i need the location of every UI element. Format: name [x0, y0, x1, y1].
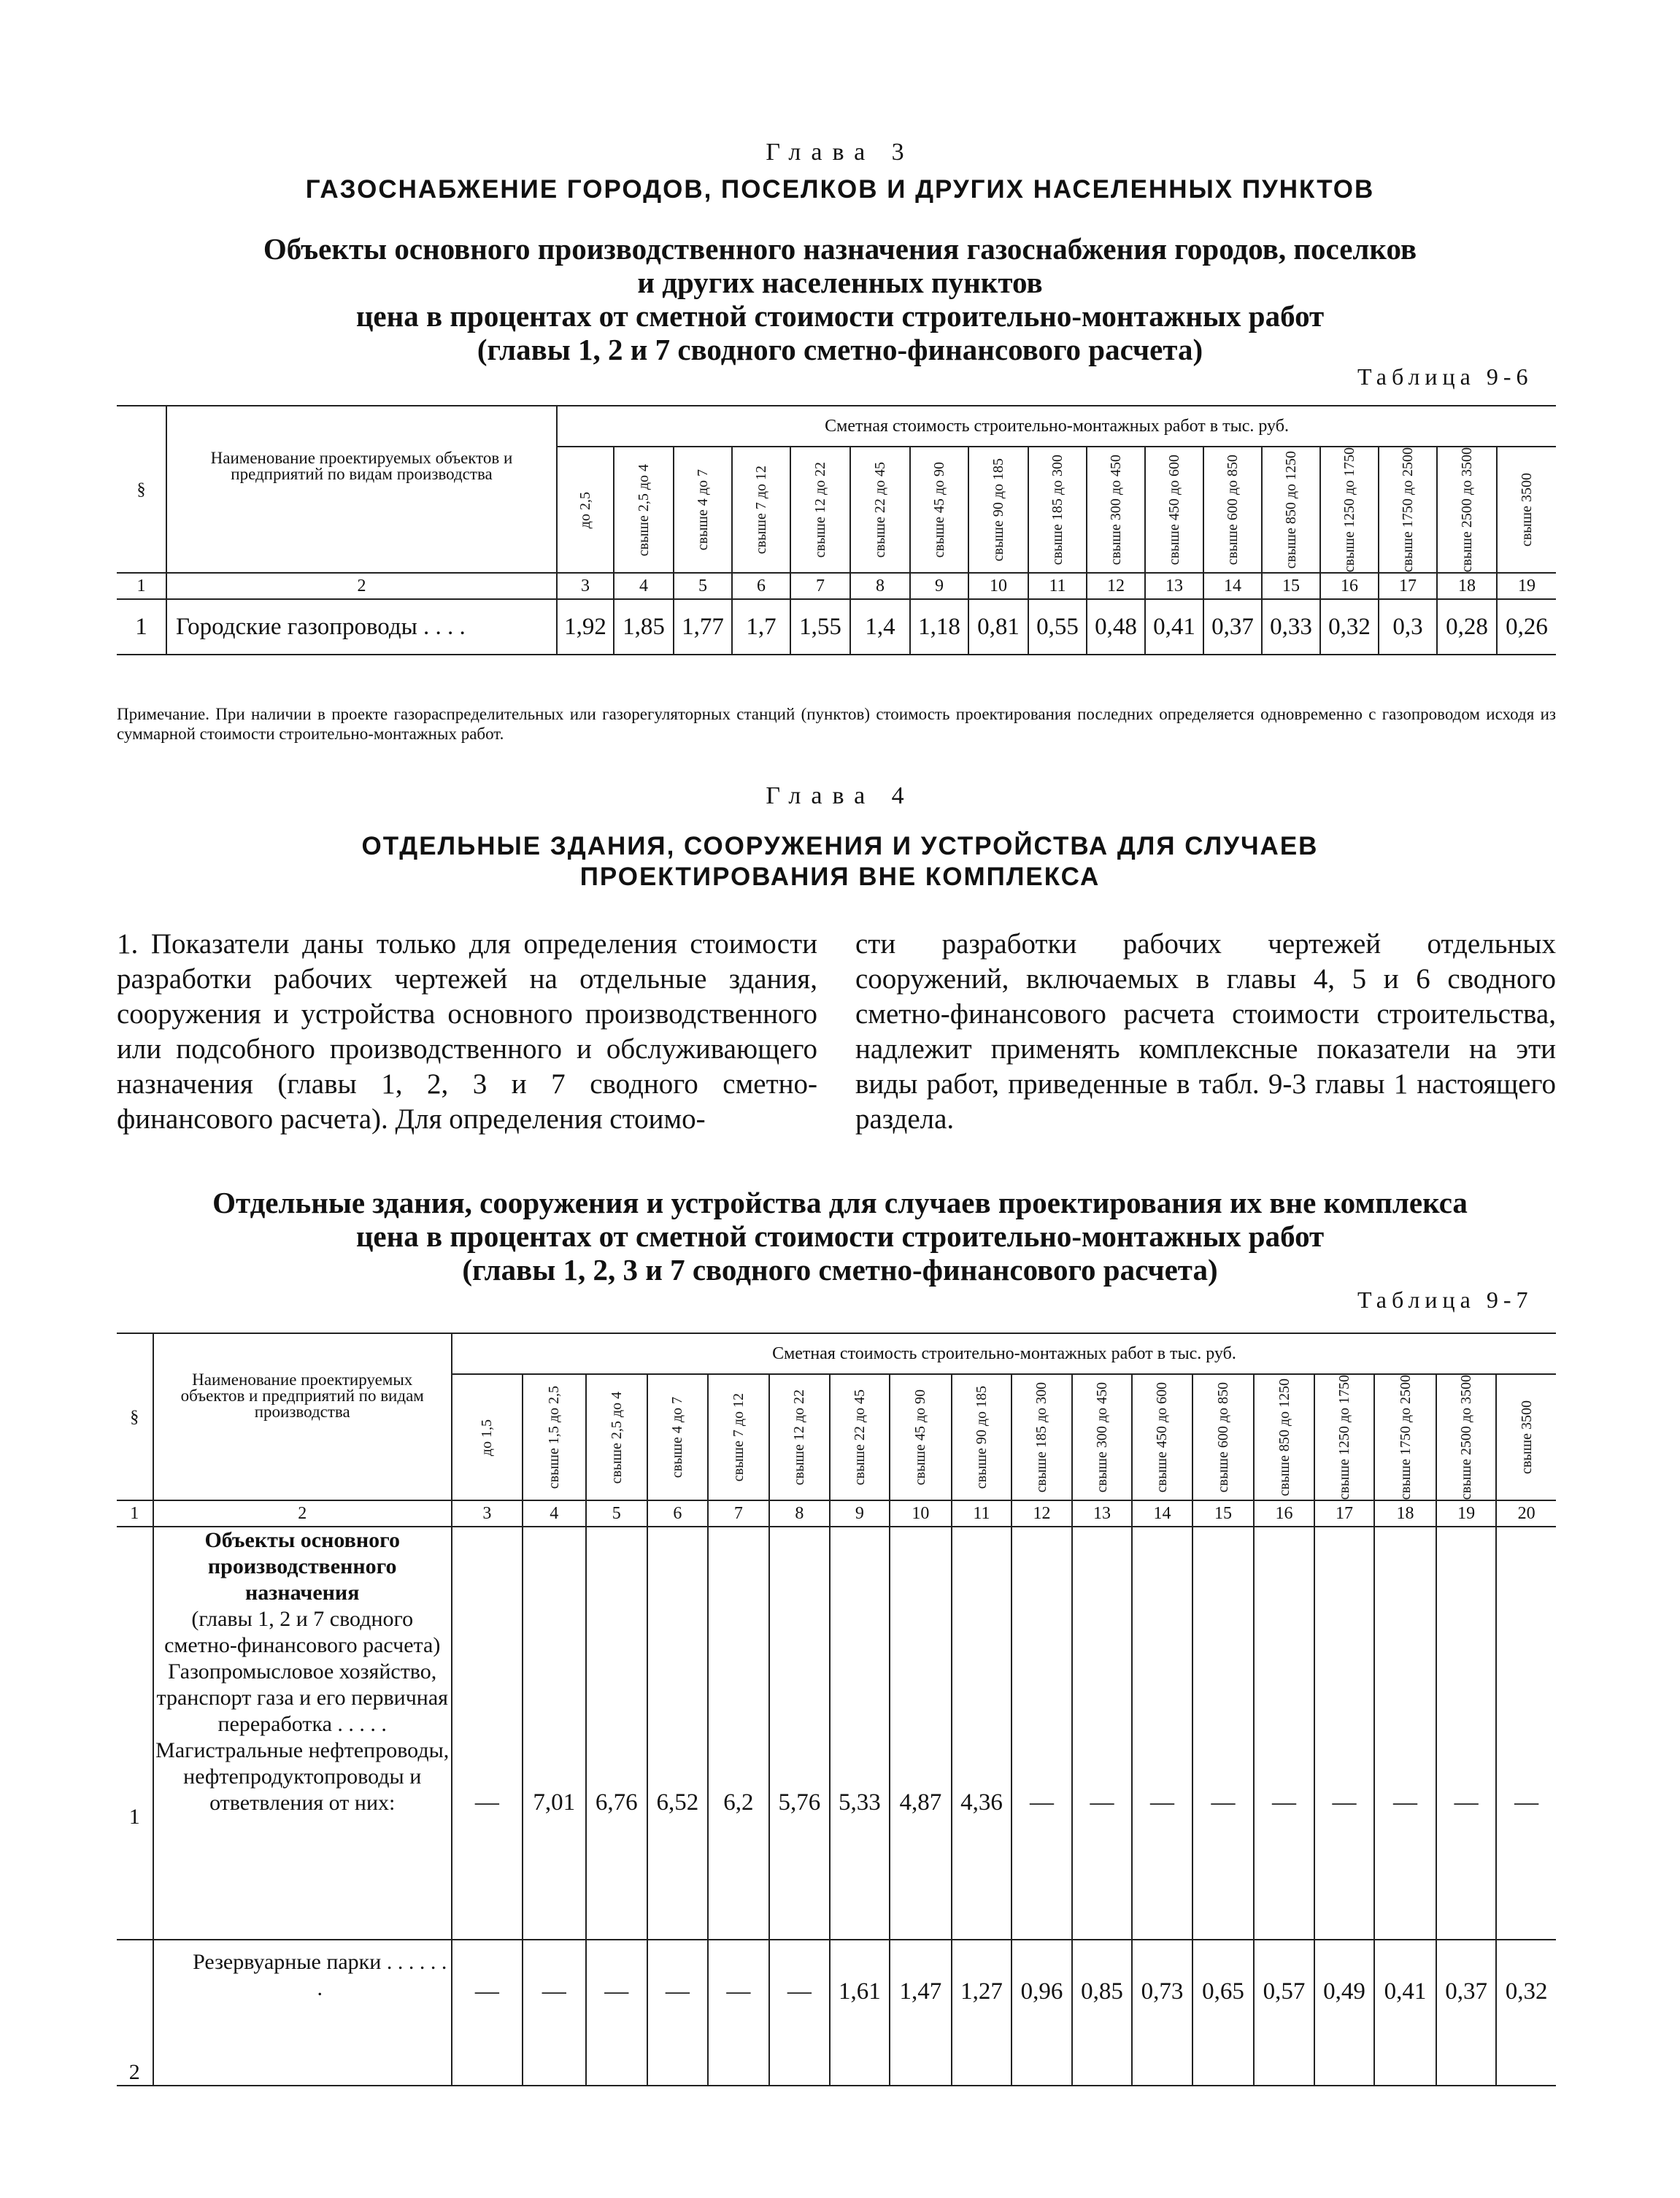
- table97-col-number: 8: [769, 1500, 830, 1527]
- t97-row1-name: Газопромысловое хозяйство, транспорт газа и его первичная переработка . . . . .: [156, 1659, 448, 1737]
- table97-col-header-text: свыше 600 до 850: [1214, 1382, 1231, 1493]
- table97-col-header-text: свыше 1250 до 1750: [1336, 1375, 1352, 1500]
- table97-col-header-text: свыше 1,5 до 2,5: [546, 1386, 563, 1489]
- table96-col-header-text: свыше 3500: [1519, 473, 1535, 547]
- table-9-6: [117, 405, 1556, 655]
- chapter3-label: Глава 3: [766, 139, 914, 166]
- t97-group-header: Сметная стоимость строительно-монтажных работ в тыс. руб.: [452, 1333, 1556, 1374]
- table97-col-number: 14: [1132, 1500, 1192, 1527]
- table96-col-number: 9: [910, 573, 968, 599]
- table97-col-number: 9: [830, 1500, 890, 1527]
- t96-row-value: 1,92: [557, 599, 614, 655]
- t97-row2-value: 0,57: [1254, 1940, 1314, 2086]
- table97-col-header-text: свыше 90 до 185: [973, 1386, 990, 1489]
- t96-row-value: 0,3: [1379, 599, 1437, 655]
- table97-col-header-2: [523, 1374, 586, 1500]
- t97-row2-value: 0,73: [1132, 1940, 1192, 2086]
- table96-title-line2: и других населенных пунктов: [637, 266, 1043, 299]
- table96-col-number: 2: [166, 573, 557, 599]
- t96-row-value: 0,32: [1320, 599, 1379, 655]
- table96-col-number: 7: [790, 573, 850, 599]
- table96-col-header-3: [674, 447, 732, 573]
- table96-col-header-text: свыше 850 до 1250: [1283, 451, 1299, 569]
- table97-col-header-5: [708, 1374, 770, 1500]
- t97-row1-value: 4,87: [890, 1527, 952, 1940]
- t97-row1-value: —: [1072, 1527, 1133, 1940]
- table97-col-header-text: до 1,5: [479, 1419, 496, 1456]
- table97-col-header-text: свыше 45 до 90: [912, 1389, 929, 1486]
- table97-col-number: 15: [1192, 1500, 1255, 1527]
- t96-row-value: 0,81: [968, 599, 1028, 655]
- table96-col-header-text: свыше 600 до 850: [1225, 455, 1241, 566]
- t97-row1-name-cell: [153, 1527, 452, 1940]
- table97-col-header-4: [647, 1374, 708, 1500]
- t97-row2-value: 0,37: [1436, 1940, 1497, 2086]
- t96-sec-header: §: [117, 406, 166, 573]
- table96-col-number: 11: [1028, 573, 1087, 599]
- table96-col-header-text: свыше 300 до 450: [1108, 455, 1124, 566]
- table97-col-header-8: [890, 1374, 952, 1500]
- table97-label: Таблица 9-7: [1357, 1287, 1533, 1313]
- t96-row-value: 0,33: [1262, 599, 1320, 655]
- t97-row2-value: —: [586, 1940, 648, 2086]
- table96-col-number: 5: [674, 573, 732, 599]
- table96-title-line4: (главы 1, 2 и 7 сводного сметно-финансового расчета): [477, 333, 1203, 366]
- table96-col-header-2: [614, 447, 674, 573]
- table97-col-header-7: [830, 1374, 890, 1500]
- table96-col-header-11: [1145, 447, 1203, 573]
- table96-label: Таблица 9-6: [1357, 363, 1533, 390]
- t97-row1-value: 5,33: [830, 1527, 890, 1940]
- table96-col-header-8: [968, 447, 1028, 573]
- table96-col-number: 16: [1320, 573, 1379, 599]
- table97-col-header-3: [586, 1374, 648, 1500]
- t97-row2-value: —: [769, 1940, 830, 2086]
- chapter4-label: Глава 4: [766, 782, 914, 809]
- t97-row2-value: 0,65: [1192, 1940, 1255, 2086]
- t96-row-value: 1,7: [732, 599, 790, 655]
- table97-col-number: 13: [1072, 1500, 1133, 1527]
- table97-title-line3: (главы 1, 2, 3 и 7 сводного сметно-финансового расчета): [462, 1253, 1218, 1287]
- t97-row1-value: —: [1012, 1527, 1072, 1940]
- t96-row-value: 0,37: [1203, 599, 1262, 655]
- table96-col-number: 14: [1203, 573, 1262, 599]
- table97-col-number: 6: [647, 1500, 708, 1527]
- table97-col-number: 16: [1254, 1500, 1314, 1527]
- t96-row-name: Городские газопроводы . . . .: [166, 599, 557, 655]
- t97-row2-value: 1,27: [952, 1940, 1012, 2086]
- table97-col-number: 3: [452, 1500, 523, 1527]
- t97-row1-value: —: [1496, 1527, 1556, 1940]
- t97-row1-value: —: [1192, 1527, 1255, 1940]
- table97-col-header-text: свыше 850 до 1250: [1276, 1378, 1292, 1497]
- t97-row1-value: 6,2: [708, 1527, 770, 1940]
- table96-col-header-15: [1379, 447, 1437, 573]
- table96-col-header-16: [1437, 447, 1497, 573]
- table97-col-header-13: [1192, 1374, 1255, 1500]
- table97-col-header-text: свыше 4 до 7: [669, 1397, 686, 1478]
- table97-col-header-text: свыше 1750 до 2500: [1397, 1375, 1414, 1500]
- t97-row2-value: 0,96: [1012, 1940, 1072, 2086]
- table97-col-header-15: [1314, 1374, 1375, 1500]
- table96-col-number: 15: [1262, 573, 1320, 599]
- t97-row1-value: —: [1254, 1527, 1314, 1940]
- table96-note: Примечание. При наличии в проекте газораспределительных или газорегуляторных станций (пунктов) стоимость проектирования последних определяется одновременно с газопроводом исходя из суммарной стоимости строительно-монтажных работ.: [117, 705, 1556, 743]
- t96-name-header: Наименование проектируемых объектов и предприятий по видам производства: [166, 406, 557, 573]
- table96-col-number: 13: [1145, 573, 1203, 599]
- table97-col-number: 4: [523, 1500, 586, 1527]
- t96-row-sec: 1: [117, 599, 166, 655]
- table97-col-number: 7: [708, 1500, 770, 1527]
- t96-row-value: 0,55: [1028, 599, 1087, 655]
- t97-row1-value: 4,36: [952, 1527, 1012, 1940]
- table97-col-number: 10: [890, 1500, 952, 1527]
- table97-col-number: 11: [952, 1500, 1012, 1527]
- t97-name-header: Наименование проектируемых объектов и предприятий по видам производства: [153, 1333, 452, 1500]
- t97-group-sub: (главы 1, 2 и 7 сводного сметно-финансового расчета): [164, 1607, 441, 1658]
- t97-row2-value: —: [647, 1940, 708, 2086]
- table96-col-number: 19: [1497, 573, 1556, 599]
- t97-row2-value: 1,47: [890, 1940, 952, 2086]
- table96-col-header-5: [790, 447, 850, 573]
- table96-col-header-text: свыше 22 до 45: [872, 462, 888, 558]
- table96-col-header-14: [1320, 447, 1379, 573]
- t97-row1-sec: 1: [117, 1527, 153, 1940]
- t97-row2-value: —: [523, 1940, 586, 2086]
- table96-col-header-12: [1203, 447, 1262, 573]
- table96-col-header-text: до 2,5: [577, 491, 593, 528]
- table96-title: [0, 232, 1680, 366]
- table96-col-number: 4: [614, 573, 674, 599]
- table96-col-number: 1: [117, 573, 166, 599]
- table96-col-header-text: свыше 450 до 600: [1166, 455, 1182, 566]
- table96-col-header-13: [1262, 447, 1320, 573]
- table96-col-header-text: свыше 45 до 90: [931, 462, 947, 558]
- table96-col-header-1: [557, 447, 614, 573]
- chapter4-title-line2: ПРОЕКТИРОВАНИЯ ВНЕ КОМПЛЕКСА: [579, 863, 1101, 891]
- t97-row2-value: 0,41: [1374, 1940, 1436, 2086]
- t96-row-value: 1,77: [674, 599, 732, 655]
- paragraph-right: сти разработки рабочих чертежей отдельных сооружений, включаемых в главы 4, 5 и 6 сводного сметно-финансового расчета стоимости строительства, надлежит применять комплексные показатели на эти виды работ, приведенные в табл. 9-3 главы 1 настоящего раздела.: [855, 928, 1556, 1135]
- table96-col-header-text: свыше 4 до 7: [695, 469, 711, 551]
- table97-col-header-text: свыше 450 до 600: [1154, 1382, 1171, 1493]
- t96-row-value: 0,41: [1145, 599, 1203, 655]
- table97-col-header-17: [1436, 1374, 1497, 1500]
- table97-title-line2: цена в процентах от сметной стоимости строительно-монтажных работ: [355, 1219, 1325, 1253]
- table97-col-number: 1: [117, 1500, 153, 1527]
- t97-row2-value: 0,49: [1314, 1940, 1375, 2086]
- table96-col-header-text: свыше 2500 до 3500: [1459, 447, 1475, 573]
- t97-row2-parent: Магистральные нефтепроводы, нефтепродуктопроводы и ответвления от них:: [155, 1738, 450, 1816]
- table97-col-header-1: [452, 1374, 523, 1500]
- table96-col-header-10: [1087, 447, 1145, 573]
- table96-col-header-text: свыше 90 до 185: [990, 458, 1006, 562]
- table96-col-number: 18: [1437, 573, 1497, 599]
- table96-col-header-4: [732, 447, 790, 573]
- table96-col-number: 3: [557, 573, 614, 599]
- table97-col-header-10: [1012, 1374, 1072, 1500]
- table96-col-header-text: свыше 1250 до 1750: [1341, 447, 1357, 573]
- table97-col-header-text: свыше 300 до 450: [1093, 1382, 1110, 1493]
- t97-row2-value: 1,61: [830, 1940, 890, 2086]
- table96-col-number: 10: [968, 573, 1028, 599]
- t96-row-value: 0,48: [1087, 599, 1145, 655]
- t96-row-value: 1,85: [614, 599, 674, 655]
- t97-row2-sec: 2: [117, 1940, 153, 2086]
- table96-col-number: 8: [850, 573, 910, 599]
- table96-col-header-text: свыше 2,5 до 4: [636, 463, 652, 556]
- table97-title: [0, 1186, 1680, 1287]
- t96-row-value: 1,18: [910, 599, 968, 655]
- table96-col-header-text: свыше 12 до 22: [812, 462, 828, 558]
- t97-row2-value: —: [452, 1940, 523, 2086]
- t97-row1-value: —: [1436, 1527, 1497, 1940]
- table96-col-header-text: свыше 1750 до 2500: [1400, 447, 1416, 573]
- table96-col-header-text: свыше 7 до 12: [753, 466, 769, 555]
- table97-col-header-text: свыше 22 до 45: [851, 1389, 868, 1486]
- table96-col-header-7: [910, 447, 968, 573]
- table97-title-line1: Отдельные здания, сооружения и устройства для случаев проектирования их вне комплекса: [212, 1186, 1468, 1219]
- table97-col-number: 2: [153, 1500, 452, 1527]
- chapter3-title: ГАЗОСНАБЖЕНИЕ ГОРОДОВ, ПОСЕЛКОВ И ДРУГИХ НАСЕЛЕННЫХ ПУНКТОВ: [305, 175, 1375, 204]
- table96-col-header-17: [1497, 447, 1556, 573]
- table97-col-number: 17: [1314, 1500, 1375, 1527]
- table-9-7: [117, 1333, 1556, 2086]
- table97-col-number: 12: [1012, 1500, 1072, 1527]
- t97-row1-value: —: [1374, 1527, 1436, 1940]
- t96-row-value: 1,55: [790, 599, 850, 655]
- t97-row1-value: —: [1132, 1527, 1192, 1940]
- t96-row-value: 1,4: [850, 599, 910, 655]
- table96-title-line3: цена в процентах от сметной стоимости строительно-монтажных работ: [355, 299, 1325, 333]
- t97-sec-header: §: [117, 1333, 153, 1500]
- t97-group-name: Объекты основного производственного назначения: [204, 1528, 400, 1605]
- table97-col-header-14: [1254, 1374, 1314, 1500]
- table97-col-header-9: [952, 1374, 1012, 1500]
- t97-row2-value: 0,85: [1072, 1940, 1133, 2086]
- table97-col-header-18: [1496, 1374, 1556, 1500]
- table97-col-header-text: свыше 2,5 до 4: [608, 1391, 625, 1484]
- t97-row1-value: —: [1314, 1527, 1375, 1940]
- table97-col-header-text: свыше 12 до 22: [791, 1389, 808, 1486]
- table97-col-number: 5: [586, 1500, 648, 1527]
- t97-row2-name: Резервуарные парки . . . . . . .: [153, 1940, 452, 2086]
- table97-col-number: 20: [1496, 1500, 1556, 1527]
- table96-col-header-6: [850, 447, 910, 573]
- table97-col-header-11: [1072, 1374, 1133, 1500]
- table97-col-header-text: свыше 7 до 12: [730, 1393, 747, 1482]
- table97-col-header-6: [769, 1374, 830, 1500]
- t97-row1-value: 6,52: [647, 1527, 708, 1940]
- paragraph-left: 1. Показатели даны только для определения стоимости разработки рабочих чертежей на отдельные здания, сооружения и устройства основного производственного или подсобного производственного и обслуживающего назначения (главы 1, 2, 3 и 7 сводного сметно-финансового расчета). Для определения стоимо-: [117, 928, 817, 1135]
- chapter4-title-line1: ОТДЕЛЬНЫЕ ЗДАНИЯ, СООРУЖЕНИЯ И УСТРОЙСТВА ДЛЯ СЛУЧАЕВ: [361, 832, 1319, 860]
- t97-row2-value: —: [708, 1940, 770, 2086]
- t97-row1-value: 6,76: [586, 1527, 648, 1940]
- t97-row2-value: 0,32: [1496, 1940, 1556, 2086]
- table97-col-header-text: свыше 185 до 300: [1033, 1382, 1050, 1493]
- table96-col-number: 6: [732, 573, 790, 599]
- table97-col-header-12: [1132, 1374, 1192, 1500]
- table97-col-header-text: свыше 2500 до 3500: [1458, 1375, 1475, 1500]
- table97-col-header-text: свыше 3500: [1518, 1400, 1535, 1475]
- table96-col-number: 17: [1379, 573, 1437, 599]
- t97-row1-value: —: [452, 1527, 523, 1940]
- table96-col-header-text: свыше 185 до 300: [1049, 455, 1066, 566]
- table96-title-line1: Объекты основного производственного назначения газоснабжения городов, поселков: [263, 232, 1417, 266]
- table97-col-number: 18: [1374, 1500, 1436, 1527]
- t97-row1-value: 7,01: [523, 1527, 586, 1940]
- t96-row-value: 0,26: [1497, 599, 1556, 655]
- t96-row-value: 0,28: [1437, 599, 1497, 655]
- table97-col-header-16: [1374, 1374, 1436, 1500]
- table97-col-number: 19: [1436, 1500, 1497, 1527]
- t96-group-header: Сметная стоимость строительно-монтажных работ в тыс. руб.: [557, 406, 1556, 447]
- table96-col-number: 12: [1087, 573, 1145, 599]
- table96-col-header-9: [1028, 447, 1087, 573]
- t97-row1-value: 5,76: [769, 1527, 830, 1940]
